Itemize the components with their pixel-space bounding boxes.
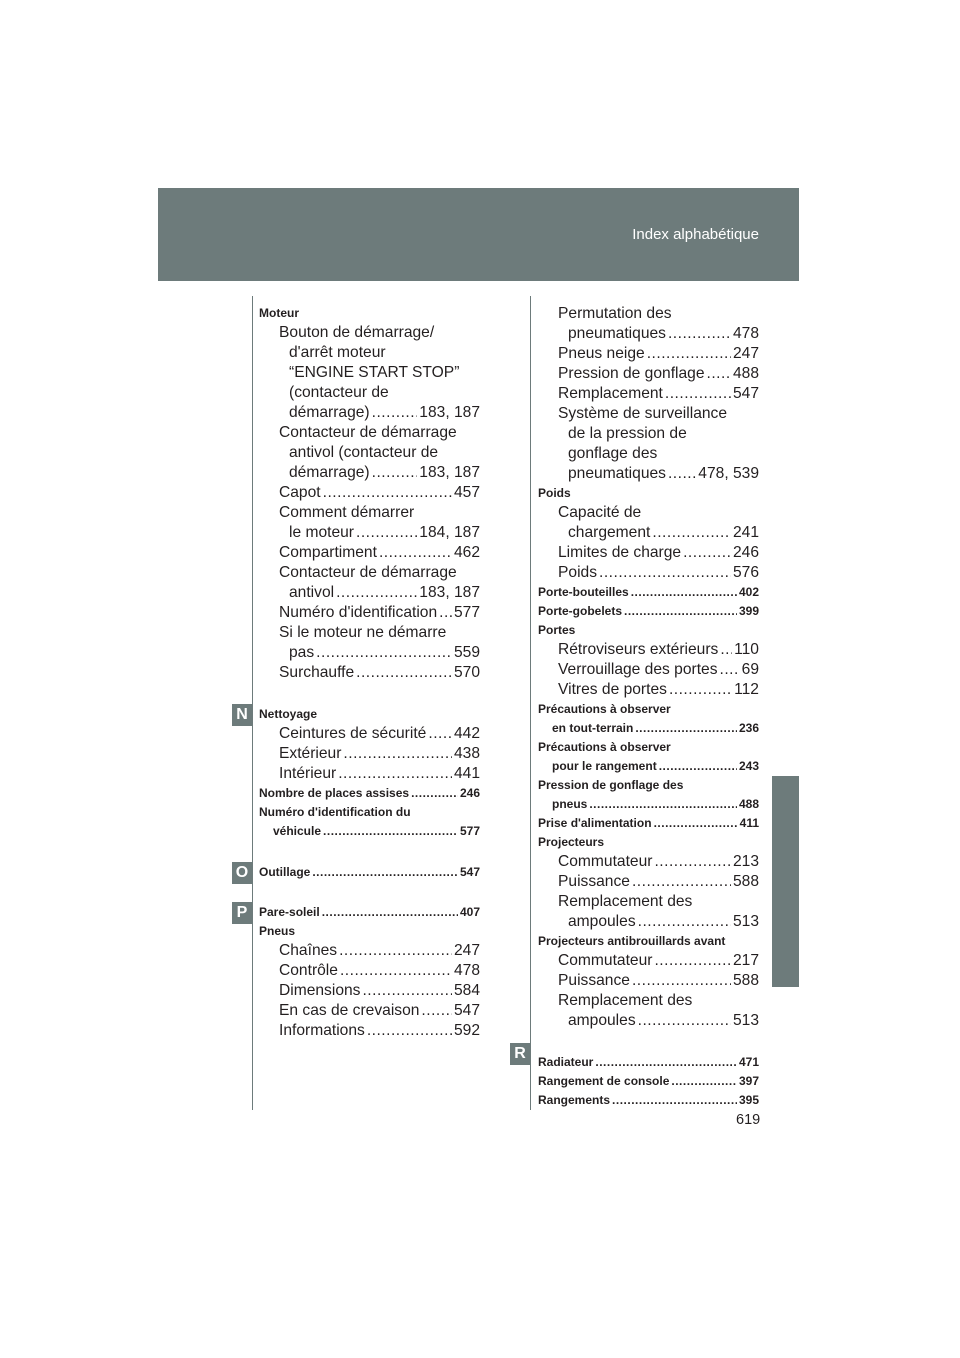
subentry-text: Contacteur de démarrage xyxy=(279,424,457,441)
page-ref: 69 xyxy=(741,661,759,678)
subentry-text: Remplacement des xyxy=(558,992,693,1009)
entry-heading-line xyxy=(538,757,759,776)
dot-leader xyxy=(367,1021,452,1041)
subentry-text: Puissance xyxy=(558,873,630,890)
dot-leader xyxy=(336,583,417,603)
dot-leader xyxy=(312,863,458,882)
index-entry-pneus xyxy=(259,922,480,1041)
dot-leader xyxy=(595,1053,737,1072)
subentry-line xyxy=(259,764,480,784)
entry-heading: Nettoyage xyxy=(259,707,318,721)
page-ref: 184, 187 xyxy=(419,524,480,541)
index-entry-radiateur xyxy=(538,1053,759,1072)
page-ref: 576 xyxy=(732,564,759,581)
subentry-text: Permutation des xyxy=(558,305,672,322)
index-entry-precautions-rangement xyxy=(538,738,759,776)
subentry-text: Extérieur xyxy=(279,745,342,762)
page-ref: 183, 187 xyxy=(419,584,480,601)
column-divider-left xyxy=(252,296,253,1110)
page-ref: 547 xyxy=(732,385,759,402)
dot-leader xyxy=(668,464,696,484)
section-gap xyxy=(259,882,480,903)
letter-marker-n: N xyxy=(232,704,252,726)
subentry-text: Commutateur xyxy=(558,952,653,969)
subentry-line xyxy=(538,523,759,543)
thumb-index-tab xyxy=(772,776,799,987)
dot-leader xyxy=(612,1091,737,1110)
subentry-text: le moteur xyxy=(289,524,355,541)
subentry-line xyxy=(259,663,480,683)
entry-heading: Moteur xyxy=(259,306,299,320)
index-entry-pneus-continued xyxy=(538,304,759,484)
dot-leader xyxy=(654,852,731,872)
index-entry-poids xyxy=(538,484,759,583)
page-ref: 457 xyxy=(453,484,480,501)
page-ref: 513 xyxy=(732,1012,759,1029)
page-ref: 488 xyxy=(738,797,759,811)
index-column-1 xyxy=(259,304,480,1041)
subentry-line xyxy=(259,1021,480,1041)
dot-leader xyxy=(638,1011,731,1031)
dot-leader xyxy=(411,784,458,803)
page-ref: 247 xyxy=(732,345,759,362)
subentry-line xyxy=(538,660,759,680)
entry-heading: pour le rangement xyxy=(552,759,657,773)
subentry-line xyxy=(538,680,759,700)
dot-leader xyxy=(683,543,731,563)
dot-leader xyxy=(707,364,731,384)
dot-leader xyxy=(589,795,737,814)
entry-heading: Prise d'alimentation xyxy=(538,816,652,830)
subentry-text: Informations xyxy=(279,1022,365,1039)
page-ref: 488 xyxy=(732,365,759,382)
subentry-text: ampoules xyxy=(568,1012,636,1029)
subentry-text: Vitres de portes xyxy=(558,681,667,698)
entry-heading: Portes xyxy=(538,623,576,637)
subentry-line xyxy=(538,951,759,971)
index-entry-precautions-tout-terrain xyxy=(538,700,759,738)
letter-marker-o: O xyxy=(232,862,252,884)
dot-leader xyxy=(428,724,452,744)
subentry-text: chargement xyxy=(568,524,651,541)
dot-leader xyxy=(339,941,452,961)
subentry-text: pas xyxy=(289,644,315,661)
page-ref: 236 xyxy=(738,721,759,735)
page-ref: 577 xyxy=(453,604,480,621)
subentry-line xyxy=(259,603,480,623)
page-ref: 411 xyxy=(739,816,759,830)
page-ref: 588 xyxy=(732,972,759,989)
dot-leader xyxy=(635,719,737,738)
entry-heading: pneus xyxy=(552,797,588,811)
header-title: Index alphabétique xyxy=(632,226,759,243)
dot-leader xyxy=(421,1001,452,1021)
dot-leader xyxy=(599,563,731,583)
page-ref: 241 xyxy=(732,524,759,541)
entry-heading: Rangement de console xyxy=(538,1074,670,1088)
page-ref: 442 xyxy=(453,725,480,742)
subentry-text: Ceintures de sécurité xyxy=(279,725,427,742)
subentry-line xyxy=(538,1011,759,1031)
dot-leader xyxy=(362,981,452,1001)
page-ref: 471 xyxy=(738,1055,759,1069)
subentry-text: de la pression de xyxy=(568,425,687,442)
dot-leader xyxy=(659,757,737,776)
subentry-text: Remplacement xyxy=(558,385,663,402)
index-entry-porte-bouteilles xyxy=(538,583,759,602)
page-ref: 462 xyxy=(453,544,480,561)
page-ref: 112 xyxy=(734,681,759,698)
entry-heading: Porte-gobelets xyxy=(538,604,623,618)
letter-marker-p: P xyxy=(232,902,252,924)
page-ref: 513 xyxy=(732,913,759,930)
page-ref: 183, 187 xyxy=(419,404,480,421)
index-entry-portes xyxy=(538,621,759,700)
dot-leader xyxy=(323,483,452,503)
index-entry-projecteurs-antibrouillards xyxy=(538,932,759,1031)
page-ref: 247 xyxy=(453,942,480,959)
entry-heading: Projecteurs antibrouillards avant xyxy=(538,934,726,948)
dot-leader xyxy=(343,744,452,764)
entry-heading: véhicule xyxy=(273,824,322,838)
entry-heading: Pare-soleil xyxy=(259,905,320,919)
dot-leader xyxy=(669,680,732,700)
subentry-line xyxy=(538,912,759,932)
page-ref: 243 xyxy=(738,759,759,773)
subentry-text: Si le moteur ne démarre xyxy=(279,624,447,641)
entry-heading: Radiateur xyxy=(538,1055,594,1069)
subentry-line xyxy=(259,941,480,961)
index-column-2 xyxy=(538,304,759,1110)
page-ref: 478 xyxy=(732,325,759,342)
subentry-text: gonflage des xyxy=(568,445,658,462)
dot-leader xyxy=(720,640,732,660)
subentry-text: En cas de crevaison xyxy=(279,1002,420,1019)
dot-leader xyxy=(439,603,452,623)
dot-leader xyxy=(654,814,738,833)
subentry-text: (contacteur de xyxy=(289,384,389,401)
dot-leader xyxy=(647,344,731,364)
subentry-text: démarrage) xyxy=(289,464,370,481)
section-gap xyxy=(259,683,480,705)
column-divider-right xyxy=(530,296,531,1110)
subentry-text: Intérieur xyxy=(279,765,337,782)
subentry-line xyxy=(259,483,480,503)
index-entry-outillage xyxy=(259,863,480,882)
dot-leader xyxy=(338,764,452,784)
subentry-text: antivol xyxy=(289,584,335,601)
page-ref: 478, 539 xyxy=(698,465,759,482)
dot-leader xyxy=(379,543,452,563)
entry-heading: Pression de gonflage des xyxy=(538,778,684,792)
page-ref: 213 xyxy=(732,853,759,870)
dot-leader xyxy=(668,324,731,344)
subentry-text: Rétroviseurs extérieurs xyxy=(558,641,719,658)
index-entry-porte-gobelets xyxy=(538,602,759,621)
subentry-text: Système de surveillance xyxy=(558,405,728,422)
subentry-text: Compartiment xyxy=(279,544,377,561)
subentry-text: Dimensions xyxy=(279,982,361,999)
subentry-line xyxy=(538,872,759,892)
subentry-text: antivol (contacteur de xyxy=(289,444,439,461)
subentry-line xyxy=(538,971,759,991)
index-entry-nombre-places xyxy=(259,784,480,803)
page-ref: 478 xyxy=(453,962,480,979)
page-ref: 559 xyxy=(453,644,480,661)
index-entry-prise-alimentation xyxy=(538,814,759,833)
page-ref: 547 xyxy=(453,1002,480,1019)
page-ref: 438 xyxy=(453,745,480,762)
index-entry-moteur xyxy=(259,304,480,683)
subentry-text: Numéro d'identification xyxy=(279,604,438,621)
index-entry-pression-gonflage xyxy=(538,776,759,814)
page-ref: 246 xyxy=(732,544,759,561)
page-ref: 570 xyxy=(453,664,480,681)
subentry-line xyxy=(259,1001,480,1021)
subentry-text: “ENGINE START STOP” xyxy=(289,364,460,381)
subentry-text: pneumatiques xyxy=(568,325,666,342)
entry-heading-line xyxy=(259,822,480,841)
page-ref: 577 xyxy=(459,824,480,838)
entry-heading: Nombre de places assises xyxy=(259,786,410,800)
subentry-line xyxy=(259,543,480,563)
subentry-text: Comment démarrer xyxy=(279,504,415,521)
letter-marker-r: R xyxy=(510,1043,530,1065)
dot-leader xyxy=(356,523,417,543)
dot-leader xyxy=(652,523,731,543)
dot-leader xyxy=(356,663,452,683)
entry-heading-line xyxy=(538,719,759,738)
page-ref: 399 xyxy=(738,604,759,618)
subentry-text: Bouton de démarrage/ xyxy=(279,324,435,341)
subentry-text: Verrouillage des portes xyxy=(558,661,718,678)
index-entry-nettoyage xyxy=(259,705,480,784)
subentry-text: Puissance xyxy=(558,972,630,989)
page-ref: 547 xyxy=(459,865,480,879)
entry-heading: Projecteurs xyxy=(538,835,605,849)
index-entry-rangements xyxy=(538,1091,759,1110)
entry-heading: Rangements xyxy=(538,1093,611,1107)
subentry-text: Capacité de xyxy=(558,504,642,521)
subentry-line xyxy=(538,563,759,583)
subentry-text: Remplacement des xyxy=(558,893,693,910)
subentry-line xyxy=(259,724,480,744)
subentry-line xyxy=(538,543,759,563)
subentry-line xyxy=(538,464,759,484)
entry-heading: Outillage xyxy=(259,865,311,879)
page-ref: 246 xyxy=(459,786,480,800)
subentry-text: Contacteur de démarrage xyxy=(279,564,457,581)
subentry-text: Capot xyxy=(279,484,321,501)
subentry-line xyxy=(538,344,759,364)
dot-leader xyxy=(340,961,452,981)
dot-leader xyxy=(671,1072,737,1091)
dot-leader xyxy=(372,463,418,483)
subentry-text: Surchauffe xyxy=(279,664,355,681)
page-ref: 395 xyxy=(738,1093,759,1107)
subentry-line xyxy=(538,640,759,660)
subentry-text: Limites de charge xyxy=(558,544,682,561)
dot-leader xyxy=(632,971,731,991)
section-gap xyxy=(259,841,480,863)
entry-heading: en tout-terrain xyxy=(552,721,634,735)
page-ref: 183, 187 xyxy=(419,464,480,481)
subentry-text: démarrage) xyxy=(289,404,370,421)
subentry-text: pneumatiques xyxy=(568,465,666,482)
subentry-text: Pression de gonflage xyxy=(558,365,705,382)
page-ref: 402 xyxy=(738,585,759,599)
subentry-line xyxy=(259,523,480,543)
entry-heading-line xyxy=(538,795,759,814)
page-ref: 584 xyxy=(453,982,480,999)
entry-heading: Pneus xyxy=(259,924,296,938)
dot-leader xyxy=(316,643,452,663)
page-ref: 441 xyxy=(453,765,480,782)
dot-leader xyxy=(631,583,737,602)
page-ref: 110 xyxy=(734,641,759,658)
index-entry-rangement-console xyxy=(538,1072,759,1091)
index-entry-numero-vehicule xyxy=(259,803,480,841)
subentry-line xyxy=(538,852,759,872)
subentry-text: Commutateur xyxy=(558,853,653,870)
dot-leader xyxy=(323,822,458,841)
dot-leader xyxy=(322,903,458,922)
subentry-text: d'arrêt moteur xyxy=(289,344,386,361)
dot-leader xyxy=(665,384,731,404)
subentry-text: Contrôle xyxy=(279,962,338,979)
dot-leader xyxy=(624,602,737,621)
entry-heading: Numéro d'identification du xyxy=(259,805,411,819)
index-entry-projecteurs xyxy=(538,833,759,932)
section-gap xyxy=(538,1031,759,1053)
dot-leader xyxy=(720,660,740,680)
page-header-banner xyxy=(158,188,799,281)
subentry-line xyxy=(259,403,480,423)
page-ref: 397 xyxy=(738,1074,759,1088)
page-number: 619 xyxy=(736,1112,761,1128)
subentry-line xyxy=(538,324,759,344)
subentry-text: Poids xyxy=(558,564,598,581)
dot-leader xyxy=(372,403,418,423)
page-ref: 217 xyxy=(732,952,759,969)
dot-leader xyxy=(654,951,731,971)
page-ref: 407 xyxy=(459,905,480,919)
entry-heading: Précautions à observer xyxy=(538,740,671,754)
dot-leader xyxy=(638,912,731,932)
dot-leader xyxy=(632,872,731,892)
subentry-text: Chaînes xyxy=(279,942,338,959)
subentry-text: Pneus neige xyxy=(558,345,645,362)
subentry-line xyxy=(259,961,480,981)
subentry-line xyxy=(538,384,759,404)
index-entry-pare-soleil xyxy=(259,903,480,922)
subentry-line xyxy=(259,744,480,764)
subentry-line xyxy=(259,643,480,663)
page-ref: 588 xyxy=(732,873,759,890)
subentry-text: ampoules xyxy=(568,913,636,930)
entry-heading: Poids xyxy=(538,486,571,500)
subentry-line xyxy=(259,583,480,603)
page-ref: 592 xyxy=(453,1022,480,1039)
entry-heading: Précautions à observer xyxy=(538,702,671,716)
subentry-line xyxy=(259,463,480,483)
entry-heading: Porte-bouteilles xyxy=(538,585,629,599)
subentry-line xyxy=(538,364,759,384)
subentry-line xyxy=(259,981,480,1001)
